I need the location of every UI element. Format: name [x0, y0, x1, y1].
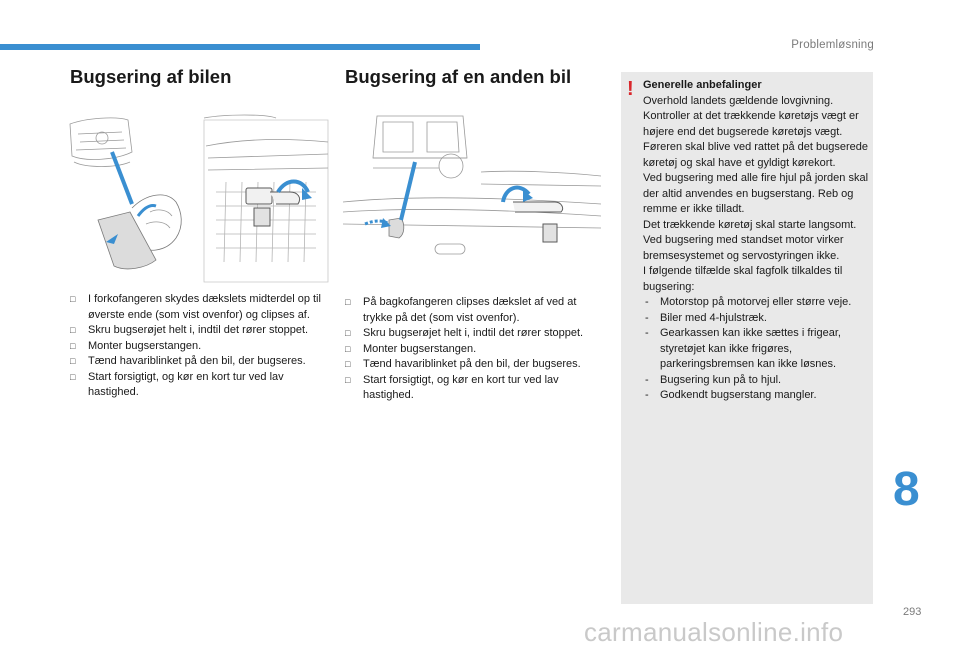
- warning-title: Generelle anbefalinger: [643, 79, 762, 91]
- checkbox-icon: □: [345, 343, 351, 354]
- list-item: □ Skru bugserøjet helt i, indtil det rører stoppet.: [345, 326, 603, 342]
- checkbox-icon: □: [70, 356, 76, 366]
- checkbox-icon: □: [70, 340, 76, 351]
- checkbox-icon: □: [70, 294, 76, 304]
- page-number: 293: [903, 606, 922, 618]
- list-item: - Gearkassen kan ikke sættes i frigear, styretøjet kan ikke frigøres, parkeringsbremsen kan ikke løsnes.: [645, 327, 841, 370]
- warning-paragraph: Det trækkende køretøj skal starte langsomt.: [643, 218, 857, 231]
- list-item: - Motorstop på motorvej eller større veje.: [645, 296, 852, 308]
- list-item: - Godkendt bugserstang mangler.: [645, 389, 817, 401]
- warning-paragraph: Ved bugsering med standset motor virker bremsesystemet og servostyringen ikke.: [643, 234, 844, 262]
- list-item: □ På bagkofangeren clipses dækslet af ved at trykke på det (som vist ovenfor).: [345, 296, 577, 324]
- list-item: - Bugsering kun på to hjul.: [645, 373, 782, 386]
- watermark: carmanualsonline.info: [584, 617, 844, 647]
- heading-towing-other-car: Bugsering af en anden bil: [345, 66, 572, 87]
- checkbox-icon: □: [345, 374, 351, 385]
- heading-towing-own-car: Bugsering af bilen: [70, 66, 232, 87]
- list-item: □ Tænd havariblinket på den bil, der bugseres.: [70, 354, 328, 370]
- list-item: □ Start forsigtigt, og kør en kort tur ved lav hastighed.: [345, 373, 559, 401]
- list-item: □ Monter bugserstangen.: [345, 342, 603, 358]
- section-label: Problemløsning: [791, 39, 874, 51]
- warning-paragraph: Overhold landets gældende lovgivning.: [643, 94, 834, 107]
- list-item: □ Monter bugserstangen.: [70, 339, 328, 355]
- list-item: □ Start forsigtigt, og kør en kort tur ved lav hastighed.: [70, 370, 284, 398]
- warning-paragraph: I følgende tilfælde skal fagfolk tilkaldes til bugsering:: [643, 265, 843, 293]
- checkbox-icon: □: [345, 328, 351, 338]
- right-steps-list: [345, 295, 603, 404]
- left-steps-list: [70, 292, 328, 401]
- list-item: - Biler med 4-hjulstræk.: [645, 311, 767, 324]
- list-item: □ I forkofangeren skydes dækslets midterdel op til øverste ende (som vist ovenfor) og clipses af.: [70, 293, 321, 321]
- warning-bullet-list: [643, 295, 871, 404]
- list-item: □ Skru bugserøjet helt i, indtil det rører stoppet.: [70, 323, 328, 339]
- list-item: □ Tænd havariblinket på den bil, der bugseres.: [345, 357, 603, 373]
- checkbox-icon: □: [70, 325, 76, 335]
- warning-paragraph: Føreren skal blive ved rattet på det bugserede køretøj og skal have et gyldigt kørekort.: [643, 141, 869, 169]
- checkbox-icon: □: [70, 371, 76, 382]
- header-accent-bar: [0, 44, 480, 50]
- warning-text: [643, 78, 871, 404]
- warning-icon: !: [627, 78, 634, 100]
- front-towing-illustration: [66, 112, 331, 284]
- checkbox-icon: □: [345, 297, 351, 307]
- warning-paragraph: Ved bugsering med alle fire hjul på jorden skal der altid anvendes en bugserstang. Reb og remme er ikke tilladt.: [643, 172, 869, 215]
- chapter-number: 8: [893, 463, 920, 516]
- warning-paragraph: Kontroller at det trækkende køretøjs vægt er højere end det bugserede køretøjs vægt.: [643, 110, 859, 138]
- checkbox-icon: □: [345, 359, 351, 369]
- rear-towing-illustration: [343, 112, 601, 262]
